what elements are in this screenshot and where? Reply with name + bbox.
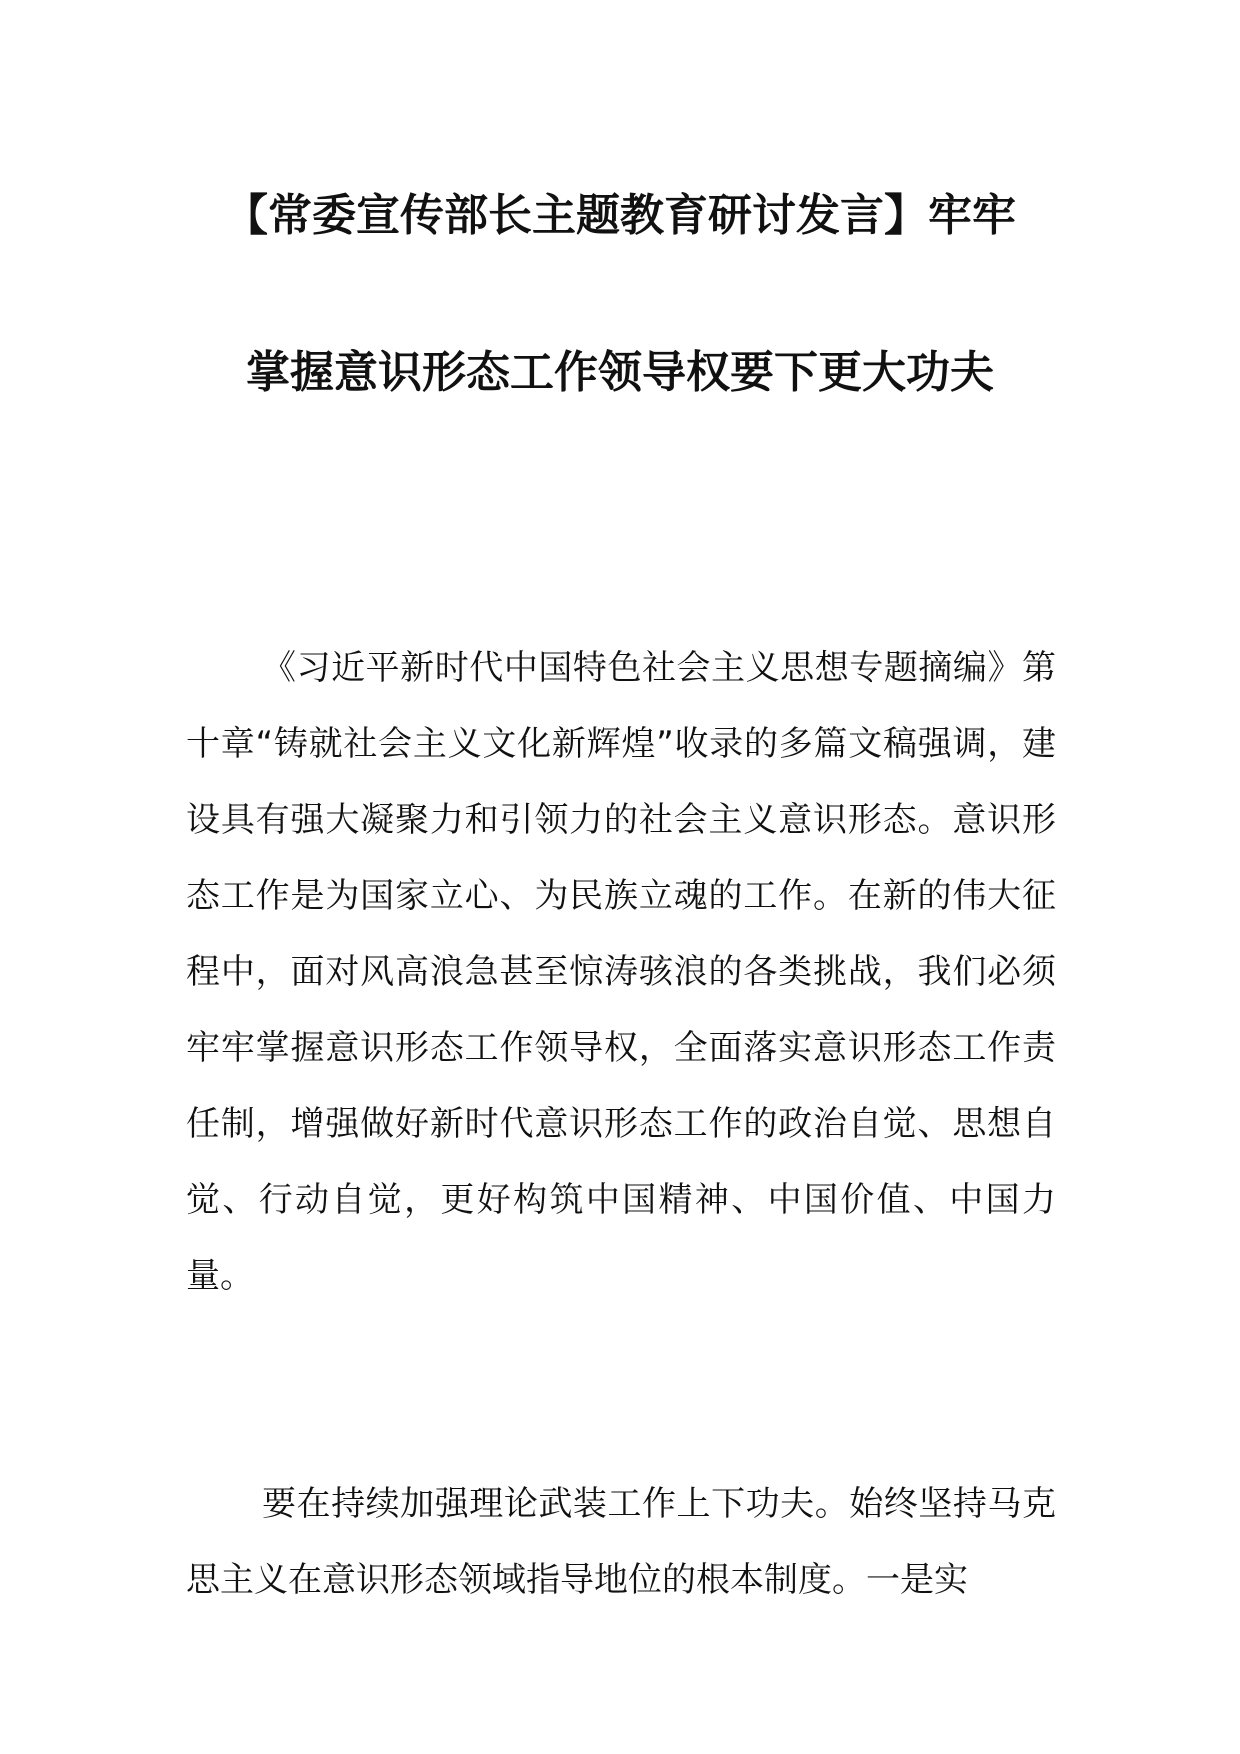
title-line-1: 【常委宣传部长主题教育研讨发言】牢牢: [224, 190, 1016, 241]
document-title: [190, 186, 1050, 403]
document-body: [186, 630, 1056, 1618]
title-line-2: 掌握意识形态工作领导权要下更大功夫: [246, 347, 994, 398]
paragraph-1: 《习近平新时代中国特色社会主义思想专题摘编》第十章“铸就社会主义文化新辉煌”收录的多篇文稿强调，建设具有强大凝聚力和引领力的社会主义意识形态。意识形态工作是为国家立心、为民族立魂的工作。在新的伟大征程中，面对风高浪急甚至惊涛骇浪的各类挑战，我们必须牢牢掌握意识形态工作领导权，全面落实意识形态工作责任制，增强做好新时代意识形态工作的政治自觉、思想自觉、行动自觉，更好构筑中国精神、中国价值、中国力量。: [186, 648, 1056, 1296]
paragraph-2: 要在持续加强理论武装工作上下功夫。始终坚持马克思主义在意识形态领域指导地位的根本制度。一是实: [186, 1484, 1056, 1600]
